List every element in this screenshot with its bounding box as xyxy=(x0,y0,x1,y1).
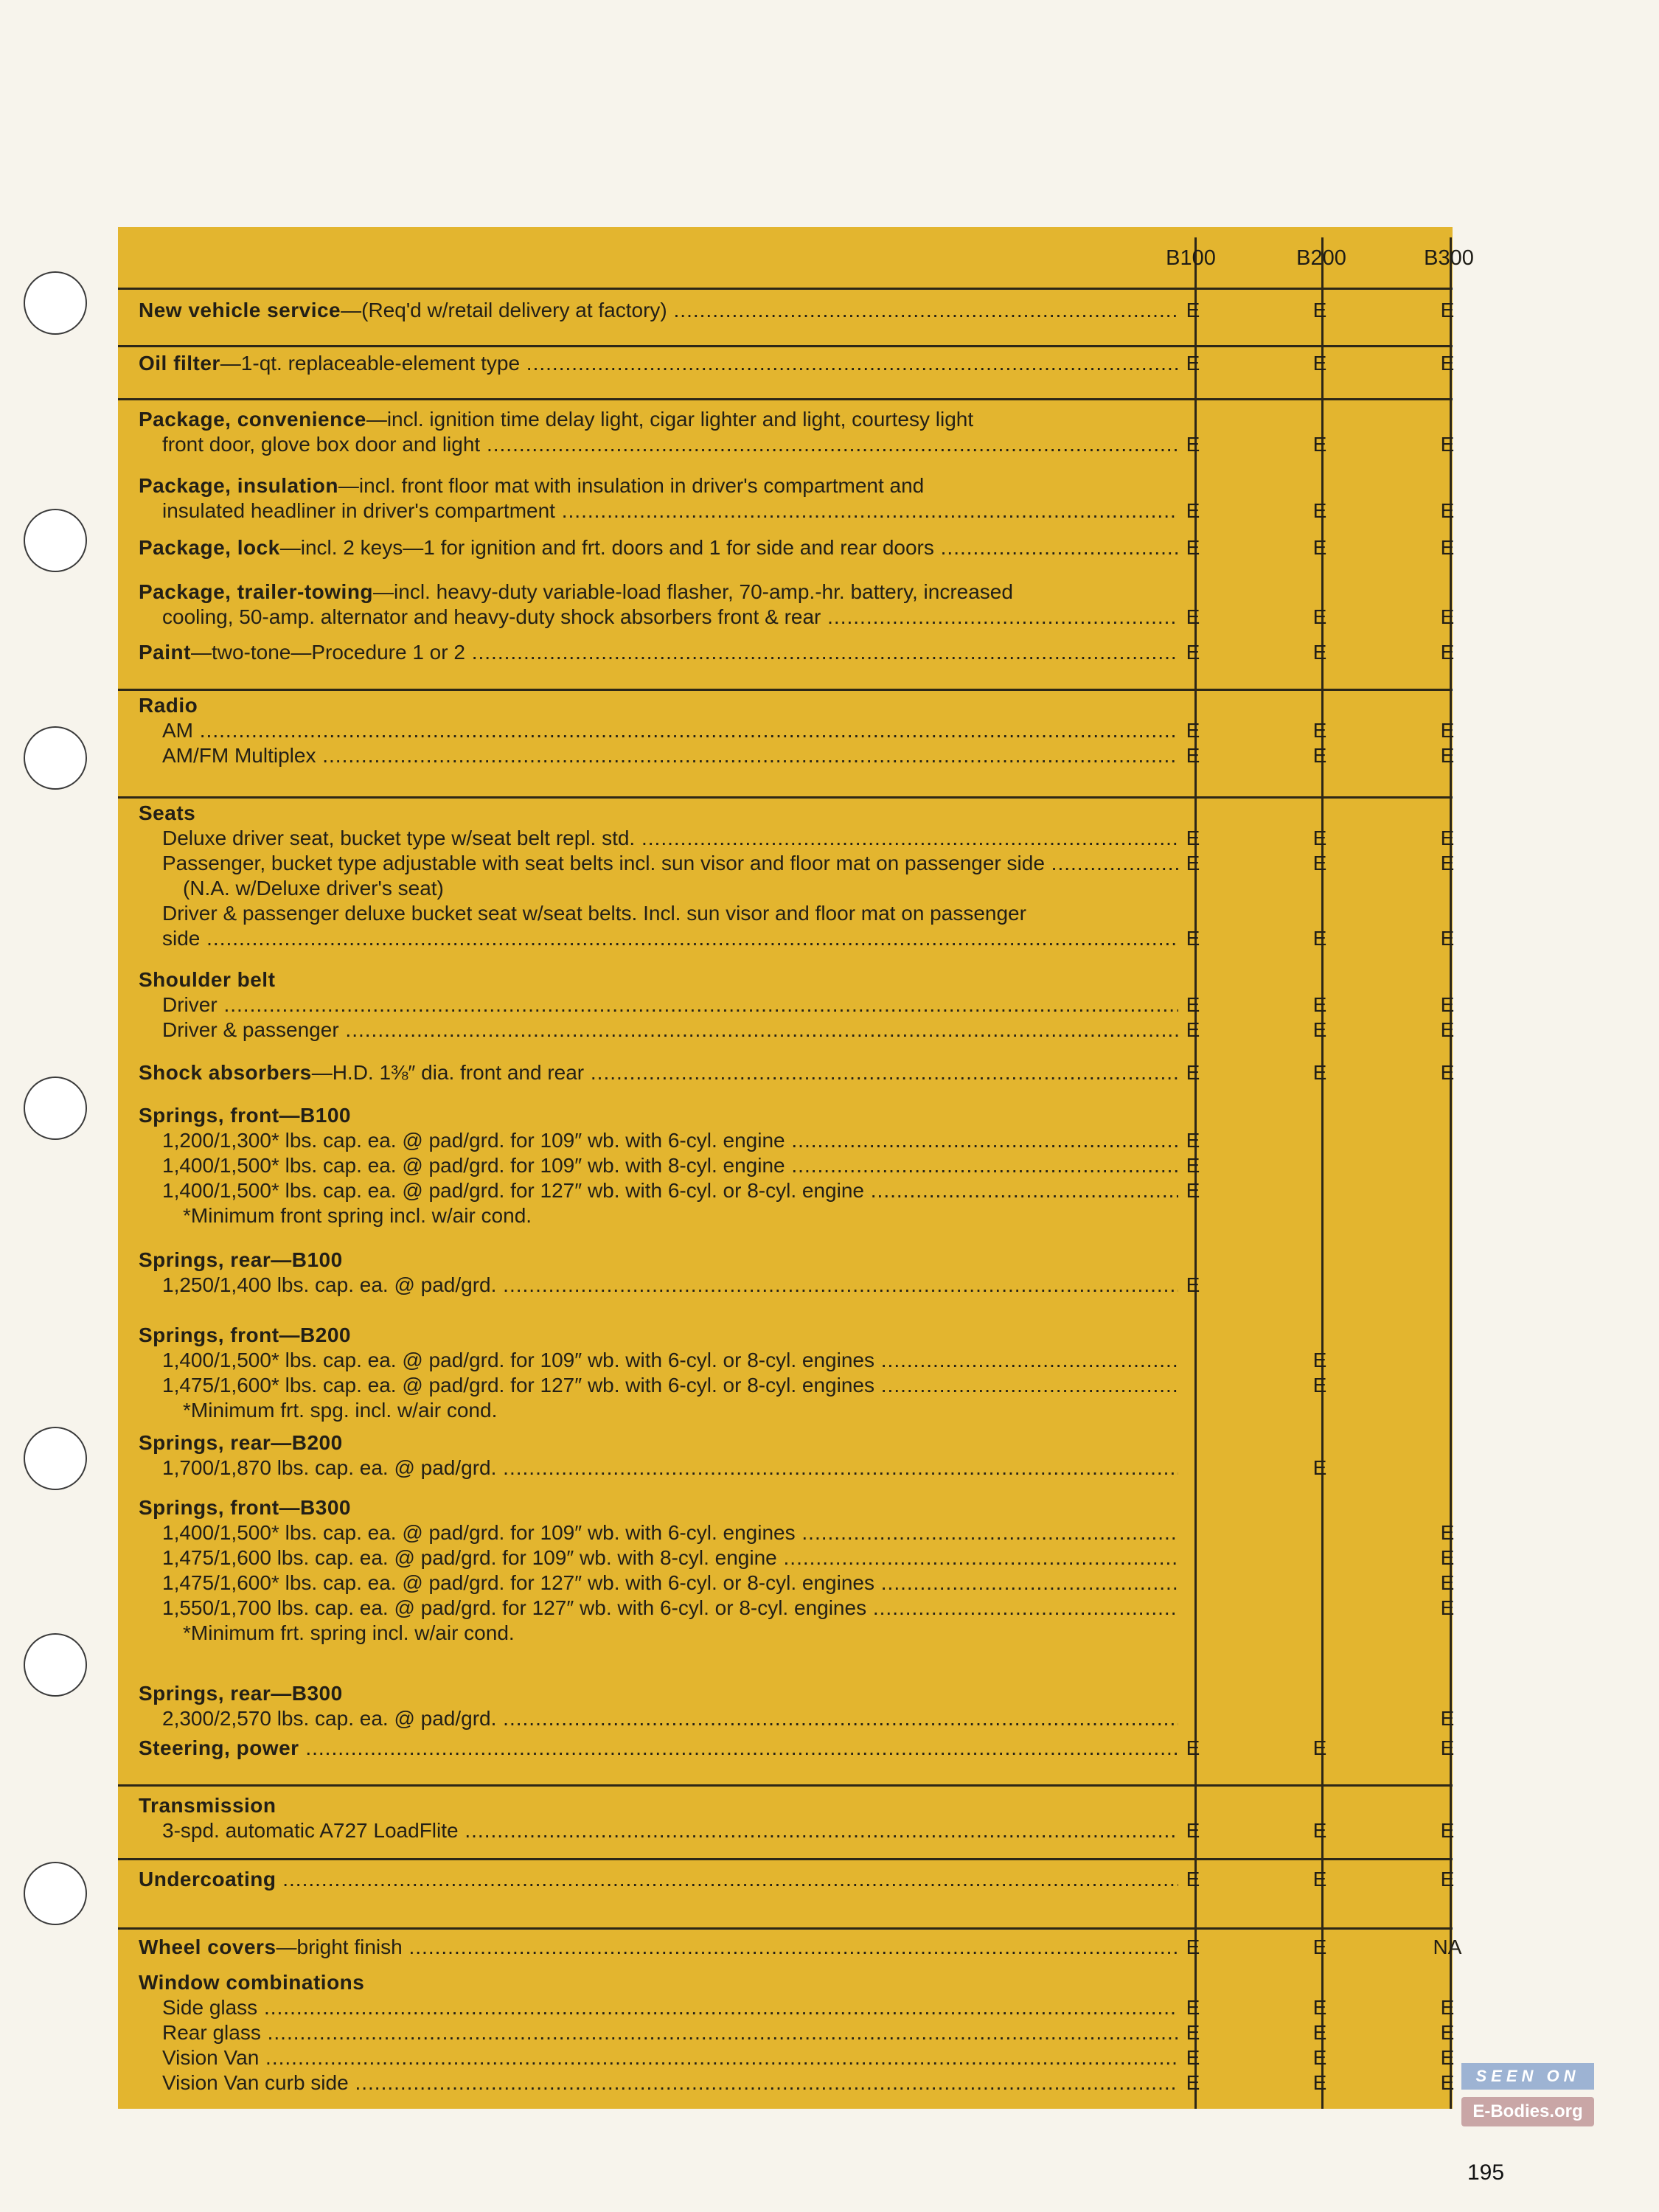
option-title: Undercoating xyxy=(139,1868,276,1891)
option-availability-b200: E xyxy=(1312,993,1327,1016)
option-availability-b200: E xyxy=(1312,927,1327,950)
binder-hole xyxy=(24,271,87,335)
option-row xyxy=(139,407,1178,432)
option-sub-item: 1,550/1,700 lbs. cap. ea. @ pad/grd. for 127″ wb. with 6-cyl. or 8-cyl. engines ..... xyxy=(162,1596,1178,1621)
option-description: —incl. front floor mat with insulation in driver's compartment and xyxy=(338,474,925,497)
option-availability-b300: E xyxy=(1440,1819,1455,1842)
binder-hole xyxy=(24,1862,87,1925)
option-title: Shoulder belt xyxy=(139,968,276,991)
option-availability-b100: E xyxy=(1186,993,1200,1016)
option-sub-item: 1,475/1,600* lbs. cap. ea. @ pad/grd. for 127″ wb. with 6-cyl. or 8-cyl. engines ..... xyxy=(162,1373,1178,1398)
option-row xyxy=(139,473,1178,498)
option-availability-b200: E xyxy=(1312,719,1327,742)
section-rule xyxy=(118,1784,1453,1787)
option-availability-b200: E xyxy=(1312,1819,1327,1842)
option-availability-b200: E xyxy=(1312,1935,1327,1958)
option-availability-b100: E xyxy=(1186,605,1200,628)
option-description: —bright finish xyxy=(276,1935,403,1958)
option-sub-item: 1,475/1,600* lbs. cap. ea. @ pad/grd. for 127″ wb. with 6-cyl. or 8-cyl. engines ..... xyxy=(162,1571,1178,1596)
option-availability-b300: E xyxy=(1440,499,1455,522)
section-rule xyxy=(118,345,1453,347)
option-availability-b300: NA xyxy=(1433,1935,1462,1958)
option-sub-item: 1,475/1,600 lbs. cap. ea. @ pad/grd. for 109″ wb. with 8-cyl. engine ..... xyxy=(162,1545,1178,1571)
option-title: Paint xyxy=(139,641,191,664)
option-title: Transmission xyxy=(139,1794,276,1817)
option-availability-b100: E xyxy=(1186,1179,1200,1202)
option-availability-b100: E xyxy=(1186,2071,1200,2094)
option-availability-b100: E xyxy=(1186,1273,1200,1296)
option-title: Window combinations xyxy=(139,1971,365,1994)
option-description: —incl. heavy-duty variable-load flasher, 70-amp.-hr. battery, increased xyxy=(373,580,1013,603)
option-availability-b100: E xyxy=(1186,1061,1200,1084)
option-availability-b100: E xyxy=(1186,852,1200,874)
option-title: Springs, rear—B100 xyxy=(139,1248,343,1271)
option-availability-b200: E xyxy=(1312,1349,1327,1371)
option-sub-item: 1,200/1,300* lbs. cap. ea. @ pad/grd. for 109″ wb. with 6-cyl. engine ..... xyxy=(162,1128,1178,1153)
option-description: —incl. ignition time delay light, cigar lighter and light, courtesy light xyxy=(366,408,974,431)
section-rule xyxy=(118,1927,1453,1930)
option-title: Package, trailer-towing xyxy=(139,580,374,603)
option-availability-b200: E xyxy=(1312,744,1327,767)
option-row xyxy=(139,535,1178,560)
option-sub-item: Passenger, bucket type adjustable with seat belts incl. sun visor and floor mat on passenger side ..... xyxy=(162,851,1178,876)
option-availability-b300: E xyxy=(1440,1707,1455,1730)
option-description-cont: insulated headliner in driver's compartment ..... xyxy=(162,498,1178,524)
watermark-top: SEEN ON xyxy=(1461,2063,1594,2090)
option-availability-b300: E xyxy=(1440,719,1455,742)
option-availability-b300: E xyxy=(1440,1571,1455,1594)
option-availability-b300: E xyxy=(1440,927,1455,950)
section-rule xyxy=(118,398,1453,400)
option-availability-b300: E xyxy=(1440,605,1455,628)
column-header-b200: B200 xyxy=(1296,246,1346,270)
option-title: Springs, front—B200 xyxy=(139,1324,351,1346)
option-availability-b300: E xyxy=(1440,827,1455,849)
option-sub-item: Driver & passenger deluxe bucket seat w/seat belts. Incl. sun visor and floor mat on passenger xyxy=(162,902,1026,925)
option-availability-b300: E xyxy=(1440,1996,1455,2019)
option-availability-b300: E xyxy=(1440,1596,1455,1619)
option-sub-item: Driver & passenger ..... xyxy=(162,1018,1178,1043)
option-availability-b300: E xyxy=(1440,299,1455,321)
option-sub-item: 1,400/1,500* lbs. cap. ea. @ pad/grd. for 109″ wb. with 6-cyl. or 8-cyl. engines ..... xyxy=(162,1348,1178,1373)
option-title: Seats xyxy=(139,801,196,824)
column-header-b100: B100 xyxy=(1166,246,1216,270)
option-availability-b100: E xyxy=(1186,719,1200,742)
option-row xyxy=(139,1935,1178,1960)
option-availability-b300: E xyxy=(1440,852,1455,874)
option-availability-b100: E xyxy=(1186,352,1200,375)
option-row xyxy=(139,1060,1178,1085)
option-sub-item: Vision Van curb side ..... xyxy=(162,2070,1178,2096)
option-availability-b100: E xyxy=(1186,1129,1200,1152)
option-availability-b100: E xyxy=(1186,1868,1200,1891)
option-availability-b300: E xyxy=(1440,1736,1455,1759)
option-row xyxy=(139,351,1178,376)
option-row xyxy=(139,580,1178,605)
option-availability-b200: E xyxy=(1312,852,1327,874)
option-availability-b100: E xyxy=(1186,744,1200,767)
option-sub-item: 1,700/1,870 lbs. cap. ea. @ pad/grd. ..... xyxy=(162,1455,1178,1481)
option-availability-b100: E xyxy=(1186,299,1200,321)
option-availability-b100: E xyxy=(1186,1736,1200,1759)
option-availability-b100: E xyxy=(1186,499,1200,522)
option-availability-b300: E xyxy=(1440,641,1455,664)
option-availability-b100: E xyxy=(1186,2021,1200,2044)
option-row xyxy=(139,1736,1178,1761)
option-sub-item: 1,250/1,400 lbs. cap. ea. @ pad/grd. ..... xyxy=(162,1273,1178,1298)
option-availability-b100: E xyxy=(1186,1018,1200,1041)
option-availability-b100: E xyxy=(1186,1819,1200,1842)
option-description-cont: front door, glove box door and light ..... xyxy=(162,432,1178,457)
binder-hole xyxy=(24,509,87,572)
option-availability-b200: E xyxy=(1312,499,1327,522)
option-availability-b100: E xyxy=(1186,1154,1200,1177)
option-row xyxy=(139,298,1178,323)
section-rule xyxy=(118,796,1453,799)
option-description: —(Req'd w/retail delivery at factory) xyxy=(341,299,667,321)
option-availability-b300: E xyxy=(1440,2071,1455,2094)
option-availability-b200: E xyxy=(1312,2021,1327,2044)
option-availability-b300: E xyxy=(1440,1546,1455,1569)
option-description: —H.D. 1⅜″ dia. front and rear xyxy=(311,1061,585,1084)
binder-hole xyxy=(24,1427,87,1490)
option-availability-b200: E xyxy=(1312,605,1327,628)
option-sub-item: 3-spd. automatic A727 LoadFlite ..... xyxy=(162,1818,1178,1843)
option-description: —two-tone—Procedure 1 or 2 xyxy=(190,641,465,664)
option-sub-item: Side glass ..... xyxy=(162,1995,1178,2020)
option-sub-item: *Minimum front spring incl. w/air cond. xyxy=(183,1204,532,1227)
option-availability-b100: E xyxy=(1186,1935,1200,1958)
column-header-b300: B300 xyxy=(1424,246,1474,270)
option-availability-b200: E xyxy=(1312,299,1327,321)
option-sub-item: Vision Van ..... xyxy=(162,2045,1178,2070)
option-availability-b200: E xyxy=(1312,1456,1327,1479)
binder-hole xyxy=(24,726,87,790)
section-rule xyxy=(118,689,1453,691)
option-title: Springs, front—B300 xyxy=(139,1496,351,1519)
option-availability-b300: E xyxy=(1440,2021,1455,2044)
watermark-badge xyxy=(1461,2063,1594,2146)
option-availability-b200: E xyxy=(1312,1374,1327,1397)
page-number: 195 xyxy=(1467,2160,1505,2185)
option-availability-b100: E xyxy=(1186,927,1200,950)
option-description-cont: cooling, 50-amp. alternator and heavy-duty shock absorbers front & rear ..... xyxy=(162,605,1178,630)
option-availability-b300: E xyxy=(1440,536,1455,559)
option-availability-b300: E xyxy=(1440,352,1455,375)
option-availability-b300: E xyxy=(1440,2046,1455,2069)
option-sub-item: 1,400/1,500* lbs. cap. ea. @ pad/grd. for 109″ wb. with 8-cyl. engine ..... xyxy=(162,1153,1178,1178)
options-table xyxy=(118,227,1474,2109)
option-availability-b300: E xyxy=(1440,744,1455,767)
option-availability-b100: E xyxy=(1186,641,1200,664)
option-title: Springs, rear—B300 xyxy=(139,1682,343,1705)
option-availability-b200: E xyxy=(1312,2071,1327,2094)
option-title: Springs, rear—B200 xyxy=(139,1431,343,1454)
option-title: Wheel covers xyxy=(139,1935,276,1958)
option-availability-b200: E xyxy=(1312,1736,1327,1759)
option-title: Package, convenience xyxy=(139,408,366,431)
option-title: Radio xyxy=(139,694,198,717)
option-title: New vehicle service xyxy=(139,299,341,321)
option-sub-item: *Minimum frt. spg. incl. w/air cond. xyxy=(183,1399,498,1422)
option-availability-b200: E xyxy=(1312,641,1327,664)
option-availability-b300: E xyxy=(1440,1868,1455,1891)
option-availability-b200: E xyxy=(1312,1061,1327,1084)
option-title: Package, lock xyxy=(139,536,280,559)
option-title: Shock absorbers xyxy=(139,1061,312,1084)
section-rule xyxy=(118,1858,1453,1860)
option-availability-b200: E xyxy=(1312,1996,1327,2019)
option-sub-item: side ..... xyxy=(162,926,1178,951)
option-availability-b200: E xyxy=(1312,536,1327,559)
option-availability-b300: E xyxy=(1440,433,1455,456)
option-title: Steering, power xyxy=(139,1736,299,1759)
option-title: Oil filter xyxy=(139,352,220,375)
option-row xyxy=(139,1867,1178,1892)
option-availability-b200: E xyxy=(1312,433,1327,456)
option-sub-item: Deluxe driver seat, bucket type w/seat belt repl. std. ..... xyxy=(162,826,1178,851)
option-sub-item: 1,400/1,500* lbs. cap. ea. @ pad/grd. for 127″ wb. with 6-cyl. or 8-cyl. engine ..... xyxy=(162,1178,1178,1203)
option-availability-b200: E xyxy=(1312,827,1327,849)
option-availability-b100: E xyxy=(1186,433,1200,456)
option-title: Springs, front—B100 xyxy=(139,1104,351,1127)
option-availability-b200: E xyxy=(1312,2046,1327,2069)
option-sub-item: *Minimum frt. spring incl. w/air cond. xyxy=(183,1621,515,1644)
option-row xyxy=(139,640,1178,665)
watermark-bottom: E-Bodies.org xyxy=(1461,2097,1594,2126)
option-availability-b300: E xyxy=(1440,993,1455,1016)
option-sub-item: 2,300/2,570 lbs. cap. ea. @ pad/grd. ..... xyxy=(162,1706,1178,1731)
option-sub-item: (N.A. w/Deluxe driver's seat) xyxy=(183,877,444,900)
option-availability-b100: E xyxy=(1186,827,1200,849)
header-rule xyxy=(118,288,1453,290)
binder-hole xyxy=(24,1077,87,1140)
option-availability-b100: E xyxy=(1186,2046,1200,2069)
option-availability-b200: E xyxy=(1312,352,1327,375)
binder-hole xyxy=(24,1633,87,1697)
option-availability-b300: E xyxy=(1440,1018,1455,1041)
option-availability-b300: E xyxy=(1440,1061,1455,1084)
option-availability-b200: E xyxy=(1312,1018,1327,1041)
option-description: —incl. 2 keys—1 for ignition and frt. doors and 1 for side and rear doors xyxy=(279,536,934,559)
option-availability-b300: E xyxy=(1440,1521,1455,1544)
option-availability-b100: E xyxy=(1186,1996,1200,2019)
option-availability-b200: E xyxy=(1312,1868,1327,1891)
option-title: Package, insulation xyxy=(139,474,338,497)
option-description: —1-qt. replaceable-element type xyxy=(220,352,521,375)
option-sub-item: AM/FM Multiplex ..... xyxy=(162,743,1178,768)
option-sub-item: Rear glass ..... xyxy=(162,2020,1178,2045)
option-sub-item: AM ..... xyxy=(162,718,1178,743)
option-sub-item: 1,400/1,500* lbs. cap. ea. @ pad/grd. for 109″ wb. with 6-cyl. engines ..... xyxy=(162,1520,1178,1545)
option-availability-b100: E xyxy=(1186,536,1200,559)
option-sub-item: Driver ..... xyxy=(162,992,1178,1018)
